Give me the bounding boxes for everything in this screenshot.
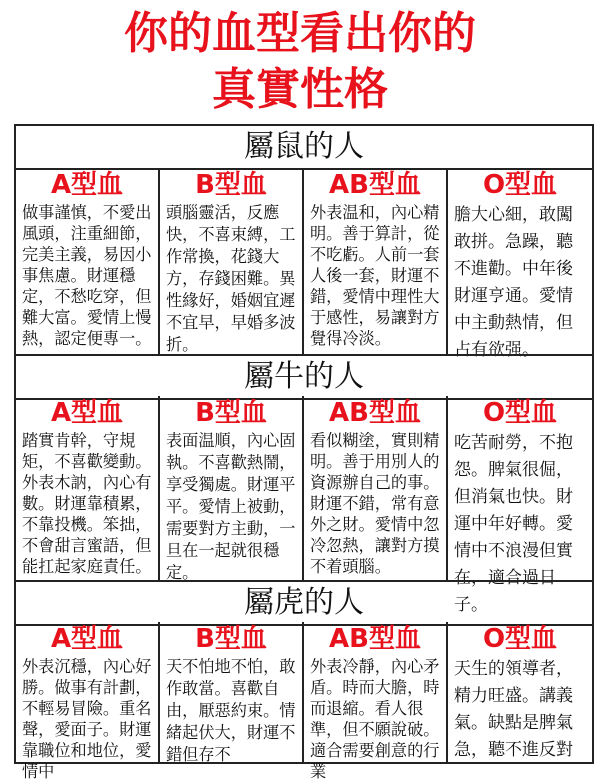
cell-rat-a (16, 168, 160, 356)
cell-tiger-o (448, 622, 592, 762)
personality-text: 吃苦耐勞，不抱怨。脾氣很倔，但消氣也快。財運中年好轉。愛情中不浪漫但實在，適合過日子。 (454, 433, 573, 615)
title-line-1: 你的血型看出你的 (124, 8, 476, 59)
blood-type-label: AB型血 (329, 624, 421, 654)
blood-type-label: B型血 (195, 624, 267, 654)
personality-text: 天生的領導者，精力旺盛。講義氣。缺點是脾氣急，聽不進反對 (454, 659, 573, 760)
cell-ox-ab (304, 396, 448, 582)
section-rat (16, 168, 592, 360)
personality-text: 踏實肯幹，守規矩，不喜歡變動。外表木訥，內心有數。財運靠積累，不靠投機。笨拙，不會甜言蜜語，但能扛起家庭責任。 (22, 431, 152, 576)
blood-type-label: AB型血 (329, 170, 421, 200)
blood-type-label: A型血 (50, 398, 124, 428)
blood-type-label: A型血 (50, 624, 124, 654)
blood-type-label: B型血 (195, 170, 267, 200)
blood-type-label: O型血 (482, 398, 558, 428)
zodiac-header-ox: 屬牛的人 (16, 354, 592, 400)
cell-ox-o (448, 396, 592, 615)
personality-text: 膽大心細，敢闖敢拼。急躁，聽不進勸。中年後財運亨通。愛情中主動熱情，但占有欲强。 (454, 205, 573, 360)
personality-text: 看似糊塗，實則精明。善于用別人的資源辦自己的事。財運不錯，常有意外之財。愛情中忽冷忽熱，讓對方摸不着頭腦。 (310, 431, 440, 576)
cell-rat-ab (304, 168, 448, 356)
personality-text: 外表温和，內心精明。善于算計，從不吃虧。人前一套人後一套，財運不錯，愛情中理性大于感性，易讓對方覺得冷淡。 (310, 203, 440, 348)
personality-grid (14, 124, 594, 781)
cell-tiger-ab (304, 622, 448, 781)
zodiac-header-rat: 屬鼠的人 (16, 126, 592, 170)
personality-text: 頭腦靈活，反應快，不喜束縛，工作常換，花錢大方，存錢困難。異性緣好，婚姻宜遲不宜早，早婚多波折。 (166, 203, 296, 354)
blood-type-label: B型血 (195, 398, 267, 428)
zodiac-header-tiger: 屬虎的人 (16, 580, 592, 626)
cell-rat-o (448, 168, 592, 360)
cell-rat-b (160, 168, 304, 356)
personality-text: 外表冷靜，內心矛盾。時而大膽，時而退縮。看人很準，但不願說破。適合需要創意的行業 (310, 657, 440, 781)
personality-text: 天不怕地不怕，敢作敢當。喜歡自由，厭惡約束。情緒起伏大，財運不錯但存不 (166, 657, 296, 764)
personality-text: 外表沉穩，內心好勝。做事有計劃，不輕易冒險。重名聲，愛面子。財運靠職位和地位，愛情中 (22, 657, 152, 781)
title-line-2: 真實性格 (212, 64, 388, 115)
cell-tiger-a (16, 622, 160, 781)
blood-type-label: O型血 (482, 624, 558, 654)
blood-type-label: A型血 (50, 170, 124, 200)
blood-type-label: O型血 (482, 170, 558, 200)
cell-ox-b (160, 396, 304, 582)
personality-text: 做事謹慎，不愛出風頭，注重細節，完美主義，易因小事焦慮。財運穩定，不愁吃穿，但難大富。愛情上慢熱，認定便專一。 (22, 203, 152, 348)
cell-ox-a (16, 396, 160, 582)
blood-type-label: AB型血 (329, 398, 421, 428)
cell-tiger-b (160, 622, 304, 762)
personality-text: 表面温順，內心固執。不喜歡熱鬧，享受獨處。財運平平。愛情上被動，需要對方主動，一旦在一起就很穩定。 (166, 431, 296, 582)
section-tiger (16, 622, 592, 781)
